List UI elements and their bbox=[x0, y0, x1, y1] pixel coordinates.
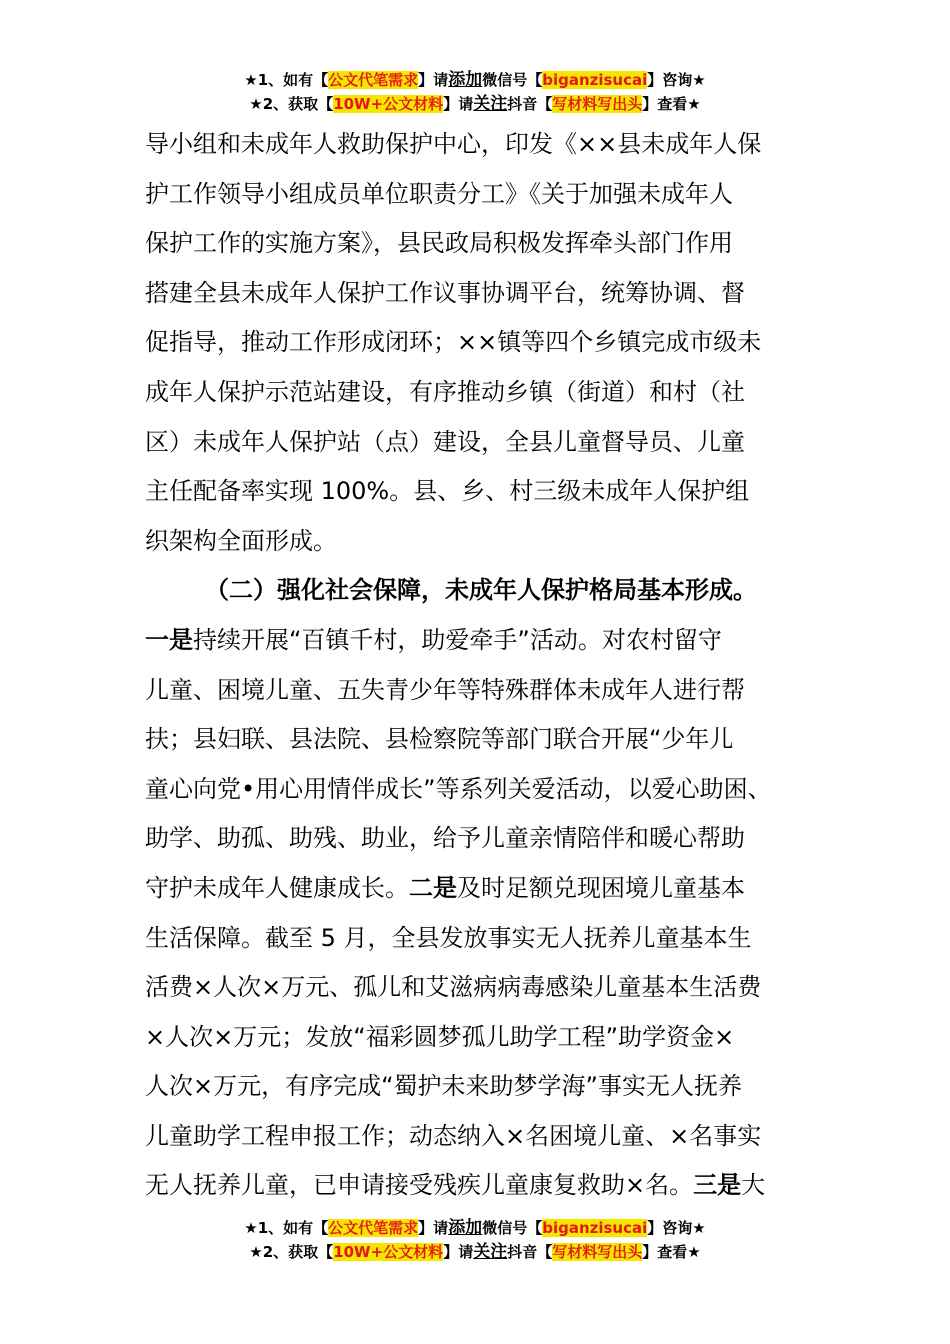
body-line: 人次×万元，有序完成“蜀护未来助梦学海”事实无人抚养 bbox=[145, 1072, 742, 1101]
body-line: 护工作领导小组成员单位职责分工》《关于加强未成年人 bbox=[145, 179, 733, 208]
banner-line-1 bbox=[0, 1216, 950, 1240]
banner-text: 抖音【 bbox=[507, 1243, 553, 1261]
body-line: 搭建全县未成年人保护工作议事协调平台，统筹协调、督 bbox=[145, 278, 745, 307]
banner-highlight: 写材料写出头 bbox=[552, 1243, 643, 1261]
body-line: 助学、助孤、助残、助业，给予儿童亲情陪伴和暖心帮助 bbox=[145, 824, 745, 853]
banner-text: 】查看★ bbox=[642, 95, 701, 113]
banner-underline: 添加 bbox=[448, 1218, 483, 1238]
point-marker: 一是 bbox=[145, 625, 193, 654]
banner-underline: 关注 bbox=[473, 1242, 508, 1262]
body-line bbox=[145, 616, 810, 666]
banner-text: 微信号【 bbox=[482, 1219, 543, 1237]
body-line: 扶；县妇联、县法院、县检察院等部门联合开展“少年儿 bbox=[145, 725, 734, 754]
banner-highlight: 公文代笔需求 bbox=[328, 71, 419, 89]
body-line bbox=[145, 864, 810, 914]
body-line: 生活保障。截至 5 月，全县发放事实无人抚养儿童基本生 bbox=[145, 923, 752, 952]
body-text: 及时足额兑现困境儿童基本 bbox=[457, 873, 745, 902]
banner-text: 】请 bbox=[443, 95, 474, 113]
banner-line-2 bbox=[0, 92, 950, 116]
banner-text: ★1、如有【 bbox=[244, 1219, 329, 1237]
banner-text: 】咨询★ bbox=[647, 71, 706, 89]
banner-highlight: biganzisucai bbox=[542, 71, 648, 89]
body-line: ×人次×万元；发放“福彩圆梦孤儿助学工程”助学资金× bbox=[145, 1022, 735, 1051]
banner-text: ★2、获取【 bbox=[249, 1243, 334, 1261]
banner-line-2 bbox=[0, 1240, 950, 1264]
body-line bbox=[145, 1161, 810, 1211]
header-banner bbox=[0, 68, 950, 116]
banner-text: ★2、获取【 bbox=[249, 95, 334, 113]
body-line: 区）未成年人保护站（点）建设，全县儿童督导员、儿童 bbox=[145, 427, 745, 456]
body-text: 守护未成年人健康成长。 bbox=[145, 873, 409, 902]
banner-text: 】咨询★ bbox=[647, 1219, 706, 1237]
section-heading: （二）强化社会保障，未成年人保护格局基本形成。 bbox=[205, 576, 757, 605]
body-line: 促指导，推动工作形成闭环；××镇等四个乡镇完成市级未 bbox=[145, 328, 762, 357]
banner-underline: 添加 bbox=[448, 70, 483, 90]
footer-banner bbox=[0, 1216, 950, 1264]
point-marker: 三是 bbox=[693, 1171, 742, 1200]
body-line: 主任配备率实现 100%。县、乡、村三级未成年人保护组 bbox=[145, 477, 750, 506]
banner-highlight: 公文代笔需求 bbox=[328, 1219, 419, 1237]
body-line: 童心向党•用心用情伴成长”等系列关爱活动，以爱心助困、 bbox=[145, 774, 772, 803]
body-line: 儿童、困境儿童、五失青少年等特殊群体未成年人进行帮 bbox=[145, 675, 745, 704]
banner-text: 】请 bbox=[443, 1243, 474, 1261]
banner-highlight: 写材料写出头 bbox=[552, 95, 643, 113]
document-body bbox=[145, 120, 810, 1211]
body-line: 导小组和未成年人救助保护中心，印发《××县未成年人保 bbox=[145, 130, 762, 158]
banner-highlight: biganzisucai bbox=[542, 1219, 648, 1237]
body-line: 织架构全面形成。 bbox=[145, 526, 337, 555]
banner-text: 】请 bbox=[418, 1219, 449, 1237]
body-line: 儿童助学工程申报工作；动态纳入×名困境儿童、×名事实 bbox=[145, 1121, 762, 1150]
body-text: 大 bbox=[741, 1171, 766, 1200]
banner-text: 】请 bbox=[418, 71, 449, 89]
banner-underline: 关注 bbox=[473, 94, 508, 114]
body-text: 无人抚养儿童，已申请接受残疾儿童康复救助×名。 bbox=[145, 1171, 694, 1200]
body-line: 保护工作的实施方案》，县民政局积极发挥牵头部门作用 bbox=[145, 229, 733, 258]
banner-line-1 bbox=[0, 68, 950, 92]
point-marker: 二是 bbox=[409, 873, 457, 902]
banner-text: 抖音【 bbox=[507, 95, 553, 113]
body-line: 成年人保护示范站建设，有序推动乡镇（街道）和村（社 bbox=[145, 377, 745, 406]
banner-text: 微信号【 bbox=[482, 71, 543, 89]
banner-text: ★1、如有【 bbox=[244, 71, 329, 89]
body-text: 持续开展“百镇千村，助爱牵手”活动。对农村留守 bbox=[193, 625, 722, 654]
banner-highlight: 10W+公文材料 bbox=[333, 1243, 444, 1261]
banner-text: 】查看★ bbox=[642, 1243, 701, 1261]
banner-highlight: 10W+公文材料 bbox=[333, 95, 444, 113]
body-line: 活费×人次×万元、孤儿和艾滋病病毒感染儿童基本生活费 bbox=[145, 973, 762, 1002]
